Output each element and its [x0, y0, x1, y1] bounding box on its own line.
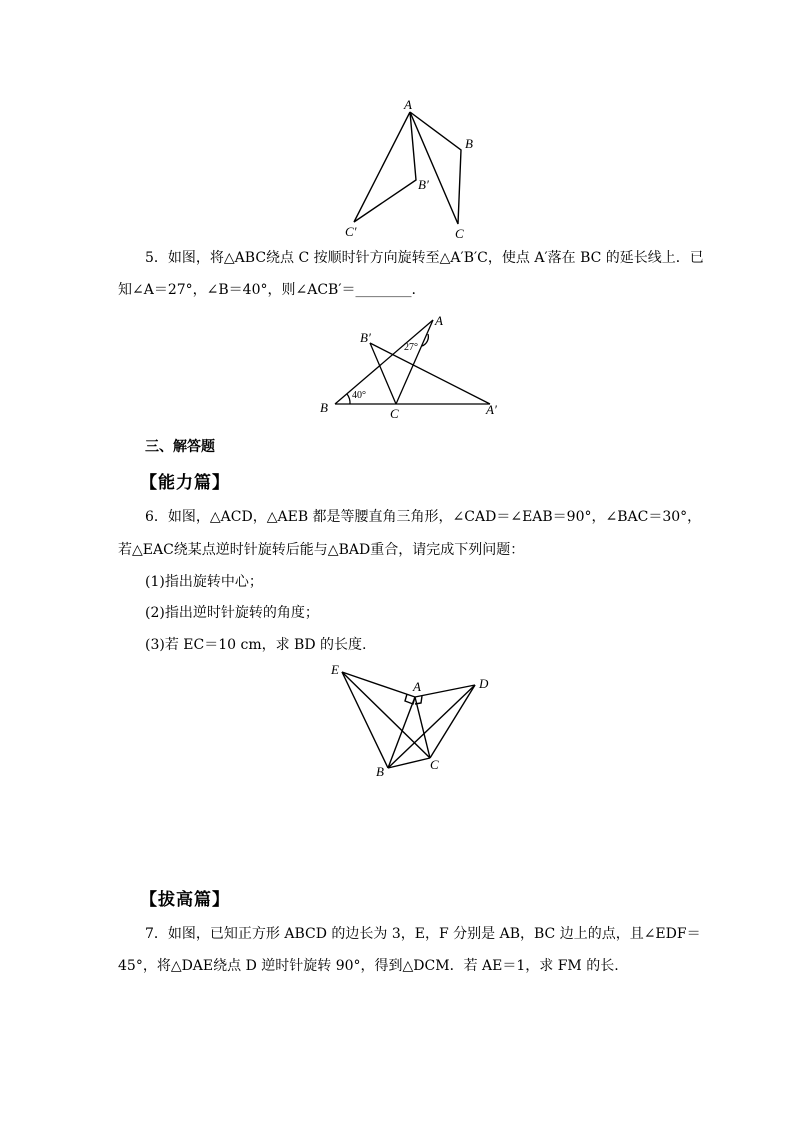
label-d: D — [479, 676, 489, 691]
line-eb — [342, 672, 388, 768]
label-e: E — [331, 662, 339, 677]
q6-part2: (2)指出逆时针旋转的角度； — [145, 605, 319, 621]
label-27: 27° — [404, 342, 418, 353]
arc-40 — [347, 394, 350, 404]
label-c2: C — [390, 406, 399, 421]
q6-line1: 6．如图，△ACD，△AEB 都是等腰直角三角形，∠CAD＝∠EAB＝90°，∠BAC＝30°， — [145, 509, 702, 525]
figure-rotation-2 — [310, 308, 510, 423]
label-a3: A — [413, 679, 421, 694]
triangle-abc — [410, 112, 461, 224]
line-bpap — [370, 343, 490, 404]
q6-part3: (3)若 EC＝10 cm，求 BD 的长度. — [145, 637, 367, 653]
label-a2: A — [435, 313, 443, 328]
label-c3: C — [430, 757, 439, 772]
figure-rotation-1 — [340, 92, 490, 242]
q6-part1: (1)指出旋转中心； — [145, 574, 263, 590]
label-bp: B′ — [418, 177, 429, 192]
label-a: A — [404, 97, 412, 112]
label-ap2: A′ — [486, 402, 497, 417]
label-b2: B — [320, 400, 328, 415]
label-c: C — [455, 226, 464, 241]
advanced-heading: 【拔高篇】 — [140, 890, 230, 910]
line-bpc — [370, 343, 396, 404]
line-ad — [415, 685, 475, 697]
q7-line2: 45°，将△DAE绕点 D 逆时针旋转 90°，得到△DCM．若 AE＝1，求 FM 的长. — [118, 958, 619, 974]
triangle-abpcp — [354, 112, 416, 222]
label-40: 40° — [352, 390, 366, 401]
line-ca — [396, 320, 433, 404]
line-ba-top — [335, 320, 433, 404]
label-cp: C′ — [345, 224, 357, 239]
q6-line2: 若△EAC绕某点逆时针旋转后能与△BAD重合，请完成下列问题： — [118, 542, 525, 558]
label-b3: B — [376, 764, 384, 779]
line-ac — [415, 697, 430, 758]
line-ab — [388, 697, 415, 768]
section-heading: 三、解答题 — [145, 439, 215, 455]
q5-line1: 5．如图，将△ABC绕点 C 按顺时针方向旋转至△A′B′C，使点 A′落在 BC 的延长线上．已 — [145, 250, 704, 266]
label-b: B — [465, 136, 473, 151]
line-bc — [388, 758, 430, 768]
q7-line1: 7．如图，已知正方形 ABCD 的边长为 3，E，F 分别是 AB，BC 边上的点，且∠EDF＝ — [145, 926, 701, 942]
q5-line2: 知∠A＝27°，∠B＝40°，则∠ACB′＝________. — [118, 282, 416, 298]
ability-heading: 【能力篇】 — [140, 473, 230, 493]
label-bp2: B′ — [360, 330, 371, 345]
figure-rotation-3 — [325, 660, 500, 780]
